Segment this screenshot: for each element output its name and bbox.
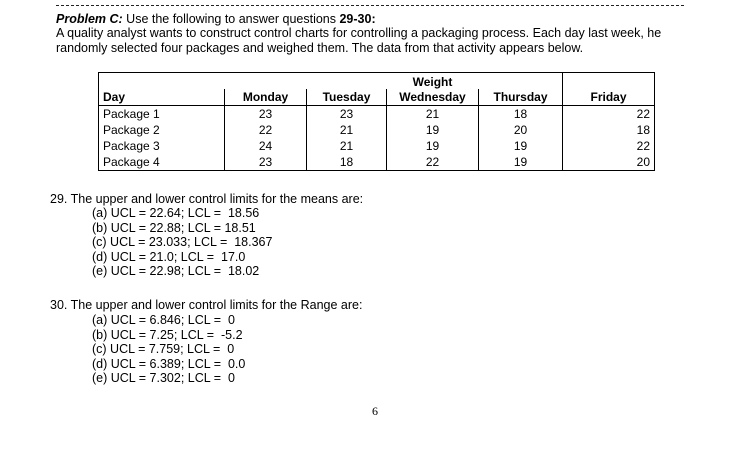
problem-text: Use the following to answer questions xyxy=(122,12,340,26)
table-cell: 24 xyxy=(225,138,307,154)
question-range: 29-30: xyxy=(339,12,376,26)
table-cell: 22 xyxy=(387,154,479,171)
table-cell: 22 xyxy=(225,122,307,138)
column-header-wednesday: Wednesday xyxy=(387,89,479,106)
table-title-row xyxy=(99,73,655,90)
table-cell: 19 xyxy=(479,138,563,154)
table-row xyxy=(99,122,655,138)
table-cell: 21 xyxy=(307,138,387,154)
column-header-thursday: Thursday xyxy=(479,89,563,106)
table-cell: 21 xyxy=(387,106,479,123)
table-cell: 18 xyxy=(563,122,655,138)
option-d: (d) UCL = 6.389; LCL = 0.0 xyxy=(92,356,246,371)
top-dashed-divider xyxy=(56,5,684,6)
row-label: Package 2 xyxy=(99,122,225,138)
question-30-text: 30. The upper and lower control limits for the Range are: xyxy=(50,298,363,312)
option-b: (b) UCL = 7.25; LCL = -5.2 xyxy=(92,327,243,342)
weight-table xyxy=(98,72,655,171)
table-cell: 19 xyxy=(387,138,479,154)
table-row xyxy=(99,154,655,171)
row-label: Package 4 xyxy=(99,154,225,171)
table-cell: 18 xyxy=(307,154,387,171)
question-29-options xyxy=(92,206,272,279)
column-header-monday: Monday xyxy=(225,89,307,106)
page-number: 6 xyxy=(372,404,378,418)
option-e: (e) UCL = 22.98; LCL = 18.02 xyxy=(92,264,260,279)
table-cell: 22 xyxy=(563,138,655,154)
weight-title: Weight xyxy=(387,73,479,90)
table-cell: 23 xyxy=(307,106,387,123)
table-row xyxy=(99,106,655,123)
option-a: (a) UCL = 6.846; LCL = 0 xyxy=(92,313,235,327)
question-30-options xyxy=(92,313,245,386)
option-b: (b) UCL = 22.88; LCL = 18.51 xyxy=(92,220,256,235)
option-d: (d) UCL = 21.0; LCL = 17.0 xyxy=(92,249,246,264)
option-a: (a) UCL = 22.64; LCL = 18.56 xyxy=(92,206,260,220)
table-cell: 23 xyxy=(225,154,307,171)
table-cell: 22 xyxy=(563,106,655,123)
table-cell: 19 xyxy=(387,122,479,138)
column-header-day: Day xyxy=(99,89,225,106)
table-cell: 18 xyxy=(479,106,563,123)
table-cell: 23 xyxy=(225,106,307,123)
table-cell: 21 xyxy=(307,122,387,138)
row-label: Package 1 xyxy=(99,106,225,123)
column-header-tuesday: Tuesday xyxy=(307,89,387,106)
option-c: (c) UCL = 7.759; LCL = 0 xyxy=(92,342,235,357)
problem-label: Problem C: xyxy=(56,12,123,26)
row-label: Package 3 xyxy=(99,138,225,154)
table-cell: 20 xyxy=(479,122,563,138)
table-row xyxy=(99,138,655,154)
table-header-row xyxy=(99,89,655,106)
problem-heading xyxy=(56,12,376,26)
question-29-text: 29. The upper and lower control limits for the means are: xyxy=(50,192,364,206)
option-e: (e) UCL = 7.302; LCL = 0 xyxy=(92,371,235,386)
problem-intro: A quality analyst wants to construct control charts for controlling a packaging process. Each day last week, he randomly selected four packages and weighed them. The data from that activity appears below. xyxy=(56,26,662,55)
table-cell: 20 xyxy=(563,154,655,171)
table-cell: 19 xyxy=(479,154,563,171)
option-c: (c) UCL = 23.033; LCL = 18.367 xyxy=(92,235,273,250)
column-header-friday: Friday xyxy=(563,89,655,106)
